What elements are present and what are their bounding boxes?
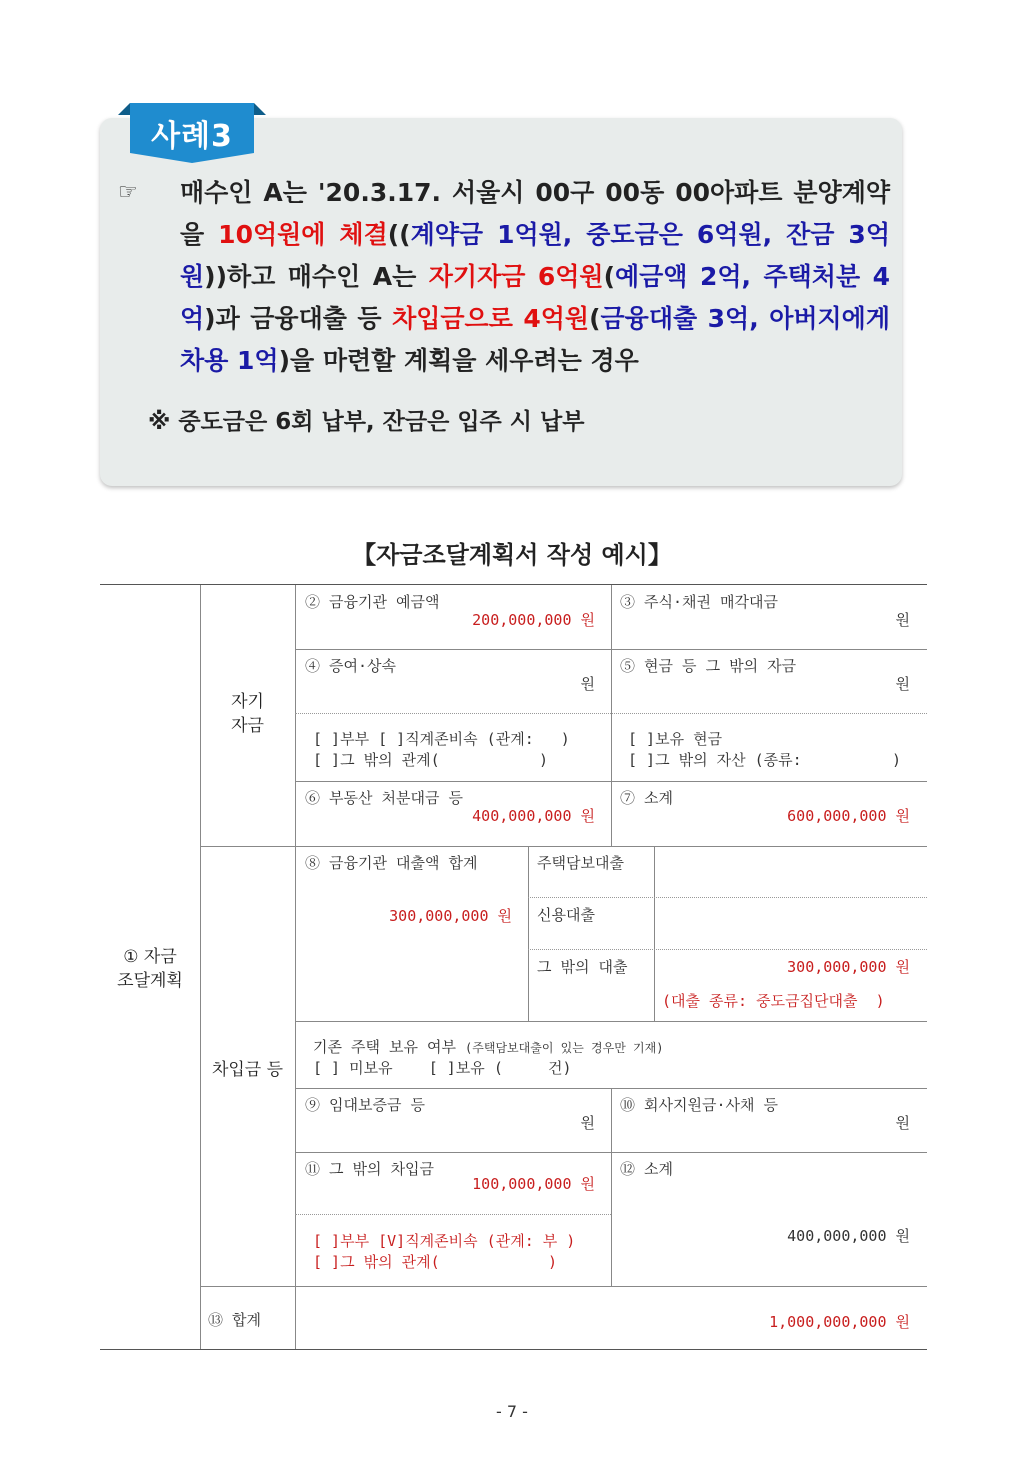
house-owned-title: 기존 주택 보유 여부 bbox=[313, 1038, 457, 1056]
case-paragraph bbox=[180, 172, 890, 382]
loan-total-amount: 300,000,000 원 bbox=[389, 907, 512, 925]
other-loan-type: (대출 종류: 중도금집단대출 ) bbox=[662, 992, 885, 1010]
case-text-9: )과 금융대출 등 bbox=[204, 304, 393, 333]
other-loan-label: 그 밖의 대출 bbox=[537, 958, 628, 976]
case-payment-breakdown: 계약금 1억원, 중도금은 6억원, 잔금 3억원 bbox=[180, 220, 890, 291]
stock-label: ③ 주식·채권 매각대금 bbox=[620, 593, 779, 611]
own-funds-label: 자기 자금 bbox=[231, 692, 264, 736]
deposit-label: ② 금융기관 예금액 bbox=[305, 593, 440, 611]
case-text-5: ))하고 매수인 A는 bbox=[204, 262, 429, 291]
case-tab-label: 사례3 bbox=[151, 119, 233, 154]
total-label: ⑬ 합계 bbox=[208, 1311, 262, 1329]
case-text-3: (( bbox=[387, 220, 411, 249]
other-borrow-label: ⑪ 그 밖의 차입금 bbox=[305, 1160, 435, 1178]
cash-label: ⑤ 현금 등 그 밖의 자금 bbox=[620, 657, 797, 675]
funding-plan-label: ① 자금 조달계획 bbox=[117, 947, 183, 991]
own-subtotal-label: ⑦ 소계 bbox=[620, 789, 674, 807]
mortgage-loan-label: 주택담보대출 bbox=[537, 854, 624, 872]
funding-plan-table bbox=[100, 584, 927, 1350]
cash-unit: 원 bbox=[895, 675, 910, 693]
lease-deposit-unit: 원 bbox=[580, 1114, 595, 1132]
deposit-amount: 200,000,000 원 bbox=[472, 611, 595, 629]
case-note: ※ 중도금은 6회 납부, 잔금은 입주 시 납부 bbox=[148, 409, 585, 435]
other-loan-amount: 300,000,000 원 bbox=[787, 958, 910, 976]
case-contract-amount: 10억원에 체결 bbox=[218, 220, 388, 249]
page-number: - 7 - bbox=[496, 1402, 528, 1421]
other-borrow-relation: [ ]부부 [V]직계존비속 (관계: 부 ) [ ]그 밖의 관계( ) bbox=[313, 1232, 576, 1271]
document-title: 【자금조달계획서 작성 예시】 bbox=[352, 541, 672, 569]
borrow-subtotal-label: ⑫ 소계 bbox=[620, 1160, 674, 1178]
credit-loan-label: 신용대출 bbox=[537, 906, 595, 924]
case-text-1: 매수인 A는 '20.3.17. 서울시 00구 00동 00아파트 분양계약을 bbox=[180, 178, 890, 249]
case-own-funds: 자기자금 6억원 bbox=[428, 262, 604, 291]
realestate-label: ⑥ 부동산 처분대금 등 bbox=[305, 789, 464, 807]
case-text-11: ( bbox=[589, 304, 601, 333]
cash-detail: [ ]보유 현금 [ ]그 밖의 자산 (종류: ) bbox=[628, 730, 902, 769]
pointing-hand-icon: ☞ bbox=[118, 180, 138, 205]
company-support-label: ⑩ 회사지원금·사채 등 bbox=[620, 1096, 779, 1114]
house-owned-note: (주택담보대출이 있는 경우만 기재) bbox=[465, 1041, 664, 1055]
gift-unit: 원 bbox=[580, 675, 595, 693]
loan-total-label: ⑧ 금융기관 대출액 합계 bbox=[305, 854, 478, 872]
realestate-amount: 400,000,000 원 bbox=[472, 807, 595, 825]
company-support-unit: 원 bbox=[895, 1114, 910, 1132]
case-borrowed-funds: 차입금으로 4억원 bbox=[392, 304, 590, 333]
gift-relation: [ ]부부 [ ]직계존비속 (관계: ) [ ]그 밖의 관계( ) bbox=[313, 730, 570, 769]
lease-deposit-label: ⑨ 임대보증금 등 bbox=[305, 1096, 426, 1114]
own-subtotal-amount: 600,000,000 원 bbox=[787, 807, 910, 825]
case-tab bbox=[118, 103, 266, 161]
gift-label: ④ 증여·상속 bbox=[305, 657, 397, 675]
case-own-funds-breakdown: 예금액 2억, 주택처분 4억 bbox=[180, 262, 890, 333]
case-text-7: ( bbox=[603, 262, 615, 291]
house-owned-options: [ ] 미보유 [ ]보유 ( 건) bbox=[313, 1059, 572, 1077]
total-amount: 1,000,000,000 원 bbox=[769, 1313, 910, 1331]
stock-unit: 원 bbox=[895, 611, 910, 629]
borrow-subtotal-amount: 400,000,000 원 bbox=[787, 1227, 910, 1245]
case-text-13: )을 마련할 계획을 세우려는 경우 bbox=[278, 346, 639, 375]
borrowed-funds-label: 차입금 등 bbox=[211, 1060, 284, 1080]
house-owned-label bbox=[313, 1036, 663, 1057]
case-description bbox=[118, 172, 890, 382]
case-borrowed-breakdown: 금융대출 3억, 아버지에게 차용 1억 bbox=[180, 304, 890, 375]
other-borrow-amount: 100,000,000 원 bbox=[472, 1175, 595, 1193]
